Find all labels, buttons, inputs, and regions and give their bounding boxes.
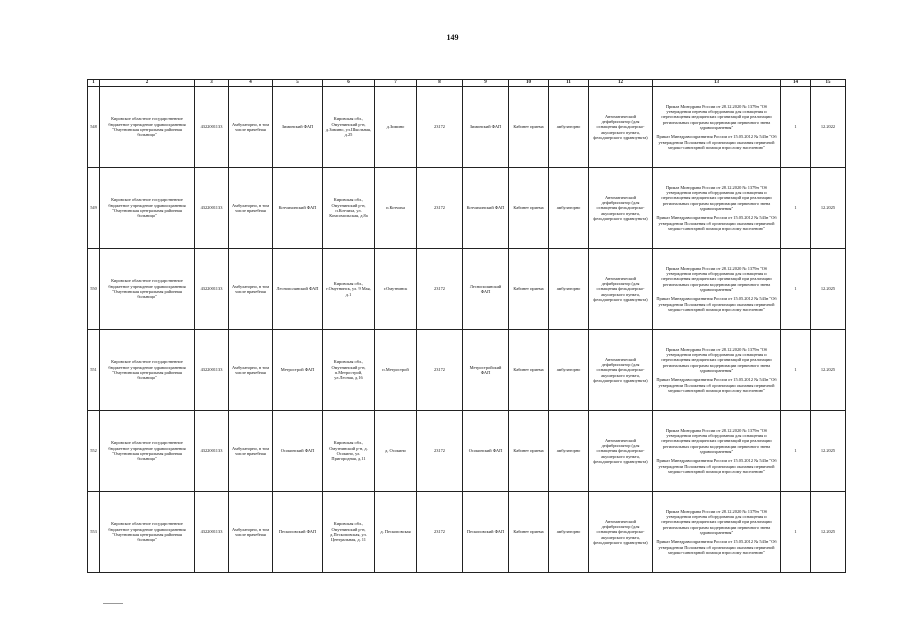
regulation-order-1: Приказ Минздрава России от 28.12.2020 № 1379н "Об утверждении перечня оборудования для оснащения и переоснащения медицинских организаций при реализации региональных программ модернизации первичного звена здравоохранения" xyxy=(661,265,772,293)
inn-cell: 4322001133 xyxy=(195,249,229,330)
row-number: 549 xyxy=(88,168,100,249)
equipment-cell: Автоматический дефибриллятор (для оснащения фельдшерско-акушерского пункта, фельдшерского здравпункта) xyxy=(589,492,653,573)
unit-name: Леснополянский ФАП xyxy=(273,249,323,330)
unit-name: Пескоповский ФАП xyxy=(273,492,323,573)
column-header: 15 xyxy=(811,80,846,87)
equipment-cell: Автоматический дефибриллятор (для оснащения фельдшерско-акушерского пункта, фельдшерского здравпункта) xyxy=(589,87,653,168)
address-cell: Кировская обл., Омутнинский р-н, д. Осокино, ул. Пригородная, д.11 xyxy=(323,411,375,492)
mode-cell: амбулаторно xyxy=(549,87,589,168)
regulation-cell xyxy=(653,249,781,330)
row-number: 550 xyxy=(88,249,100,330)
unit-name-2: Пескоповский ФАП xyxy=(463,492,509,573)
regulation-cell xyxy=(653,168,781,249)
page-number: 149 xyxy=(446,33,459,42)
code-cell: 23172 xyxy=(417,249,463,330)
column-header: 7 xyxy=(375,80,417,87)
care-type: Амбулаторно, в том числе врачебная xyxy=(229,168,273,249)
regulation-order-2: Приказ Минздравсоцразвития России от 15.05.2012 № 543н "Об утверждении Положения об организации оказания первичной медико-санитарной помощи взрослому населению" xyxy=(656,215,777,232)
care-type: Амбулаторно, в том числе врачебная xyxy=(229,411,273,492)
column-header: 13 xyxy=(653,80,781,87)
column-header: 8 xyxy=(417,80,463,87)
unit-name-2: Метростройский ФАП xyxy=(463,330,509,411)
care-type: Амбулаторно, в том числе врачебная xyxy=(229,249,273,330)
organization-name: Кировское областное государственное бюджетное учреждение здравоохранения "Омутнинская центральная районная больница" xyxy=(100,492,195,573)
room-cell: Кабинет приема xyxy=(509,330,549,411)
quantity-cell: 1 xyxy=(781,411,811,492)
regulation-order-2: Приказ Минздравсоцразвития России от 15.05.2012 № 543н "Об утверждении Положения об организации оказания первичной медико-санитарной помощи взрослому населению" xyxy=(656,458,777,475)
table-row xyxy=(88,411,846,492)
quantity-cell: 1 xyxy=(781,168,811,249)
regulation-order-1: Приказ Минздрава России от 28.12.2020 № 1379н "Об утверждении перечня оборудования для оснащения и переоснащения медицинских организаций при реализации региональных программ модернизации первичного звена здравоохранения" xyxy=(661,346,772,374)
code-cell: 23172 xyxy=(417,411,463,492)
mode-cell: амбулаторно xyxy=(549,492,589,573)
organization-name: Кировское областное государственное бюджетное учреждение здравоохранения "Омутнинская центральная районная больница" xyxy=(100,249,195,330)
equipment-cell: Автоматический дефибриллятор (для оснащения фельдшерско-акушерского пункта, фельдшерского здравпункта) xyxy=(589,411,653,492)
unit-name-2: Котчихинский ФАП xyxy=(463,168,509,249)
address-cell: Кировская обл., Омутнинский р-н, п.Метрострой, ул.Лесная, д.16 xyxy=(323,330,375,411)
column-header: 5 xyxy=(273,80,323,87)
unit-name-2: Осокинский ФАП xyxy=(463,411,509,492)
regulation-order-2: Приказ Минздравсоцразвития России от 15.05.2012 № 543н "Об утверждении Положения об организации оказания первичной медико-санитарной помощи взрослому населению" xyxy=(656,296,777,313)
regulation-order-2: Приказ Минздравсоцразвития России от 15.05.2012 № 543н "Об утверждении Положения об организации оказания первичной медико-санитарной помощи взрослому населению" xyxy=(656,539,777,556)
column-header: 3 xyxy=(195,80,229,87)
regulation-cell xyxy=(653,330,781,411)
equipment-register-table xyxy=(87,79,846,573)
mode-cell: амбулаторно xyxy=(549,249,589,330)
equipment-cell: Автоматический дефибриллятор (для оснащения фельдшерско-акушерского пункта, фельдшерского здравпункта) xyxy=(589,249,653,330)
regulation-order-2: Приказ Минздравсоцразвития России от 15.05.2012 № 543н "Об утверждении Положения об организации оказания первичной медико-санитарной помощи взрослому населению" xyxy=(656,377,777,394)
code-cell: 23172 xyxy=(417,87,463,168)
quantity-cell: 1 xyxy=(781,492,811,573)
footnote-rule xyxy=(103,603,123,604)
locality-cell: г.Омутнинск xyxy=(375,249,417,330)
inn-cell: 4322001133 xyxy=(195,330,229,411)
quantity-cell: 1 xyxy=(781,249,811,330)
column-header: 9 xyxy=(463,80,509,87)
inn-cell: 4322001133 xyxy=(195,492,229,573)
equipment-cell: Автоматический дефибриллятор (для оснащения фельдшерско-акушерского пункта, фельдшерского здравпункта) xyxy=(589,168,653,249)
column-header: 4 xyxy=(229,80,273,87)
regulation-order-2: Приказ Минздравсоцразвития России от 15.05.2012 № 543н "Об утверждении Положения об организации оказания первичной медико-санитарной помощи взрослому населению" xyxy=(656,134,777,151)
inn-cell: 4322001133 xyxy=(195,411,229,492)
mode-cell: амбулаторно xyxy=(549,411,589,492)
regulation-order-1: Приказ Минздрава России от 28.12.2020 № 1379н "Об утверждении перечня оборудования для оснащения и переоснащения медицинских организаций при реализации региональных программ модернизации первичного звена здравоохранения" xyxy=(661,103,772,131)
address-cell: Кировская обл., Омутнинский р-н, д.Пескоповская, ул. Центральная, д. 11 xyxy=(323,492,375,573)
regulation-order-1: Приказ Минздрава России от 28.12.2020 № 1379н "Об утверждении перечня оборудования для оснащения и переоснащения медицинских организаций при реализации региональных программ модернизации первичного звена здравоохранения" xyxy=(661,427,772,455)
inn-cell: 4322001133 xyxy=(195,87,229,168)
date-cell: 12.2025 xyxy=(811,411,846,492)
address-cell: Кировская обл., г.Омутнинск, ул. 9 Мая, д.1 xyxy=(323,249,375,330)
regulation-order-1: Приказ Минздрава России от 28.12.2020 № 1379н "Об утверждении перечня оборудования для оснащения и переоснащения медицинских организаций при реализации региональных программ модернизации первичного звена здравоохранения" xyxy=(661,184,772,212)
organization-name: Кировское областное государственное бюджетное учреждение здравоохранения "Омутнинская центральная районная больница" xyxy=(100,411,195,492)
row-number: 552 xyxy=(88,411,100,492)
locality-cell: д. Осокино xyxy=(375,411,417,492)
regulation-order-1: Приказ Минздрава России от 28.12.2020 № 1379н "Об утверждении перечня оборудования для оснащения и переоснащения медицинских организаций при реализации региональных программ модернизации первичного звена здравоохранения" xyxy=(661,508,772,536)
room-cell: Кабинет приема xyxy=(509,168,549,249)
locality-cell: п.Котчиха xyxy=(375,168,417,249)
quantity-cell: 1 xyxy=(781,87,811,168)
organization-name: Кировское областное государственное бюджетное учреждение здравоохранения "Омутнинская центральная районная больница" xyxy=(100,87,195,168)
mode-cell: амбулаторно xyxy=(549,330,589,411)
locality-cell: д. Пескоповская xyxy=(375,492,417,573)
code-cell: 23172 xyxy=(417,492,463,573)
code-cell: 23172 xyxy=(417,330,463,411)
regulation-cell xyxy=(653,492,781,573)
date-cell: 12.2025 xyxy=(811,168,846,249)
column-header: 10 xyxy=(509,80,549,87)
room-cell: Кабинет приема xyxy=(509,249,549,330)
table-row xyxy=(88,492,846,573)
column-header: 1 xyxy=(88,80,100,87)
care-type: Амбулаторно, в том числе врачебная xyxy=(229,87,273,168)
quantity-cell: 1 xyxy=(781,330,811,411)
date-cell: 12.2025 xyxy=(811,330,846,411)
address-cell: Кировская обл., Омутнинский р-н, д.Зимино, ул.Школьная, д.25 xyxy=(323,87,375,168)
locality-cell: п.Метрострой xyxy=(375,330,417,411)
room-cell: Кабинет приема xyxy=(509,411,549,492)
locality-cell: д.Зимино xyxy=(375,87,417,168)
code-cell: 23172 xyxy=(417,168,463,249)
care-type: Амбулаторно, в том числе врачебная xyxy=(229,492,273,573)
column-header: 2 xyxy=(100,80,195,87)
table-row xyxy=(88,330,846,411)
regulation-cell xyxy=(653,87,781,168)
room-cell: Кабинет приема xyxy=(509,87,549,168)
unit-name: Зиминский ФАП xyxy=(273,87,323,168)
address-cell: Кировская обл., Омутнинский р-н, п.Котчиха, ул. Комсомольская, д.8а xyxy=(323,168,375,249)
regulation-cell xyxy=(653,411,781,492)
mode-cell: амбулаторно xyxy=(549,168,589,249)
unit-name-2: Леснополянский ФАП xyxy=(463,249,509,330)
column-header: 6 xyxy=(323,80,375,87)
care-type: Амбулаторно, в том числе врачебная xyxy=(229,330,273,411)
organization-name: Кировское областное государственное бюджетное учреждение здравоохранения "Омутнинская центральная районная больница" xyxy=(100,168,195,249)
column-header: 11 xyxy=(549,80,589,87)
organization-name: Кировское областное государственное бюджетное учреждение здравоохранения "Омутнинская центральная районная больница" xyxy=(100,330,195,411)
date-cell: 12.2022 xyxy=(811,87,846,168)
table-row xyxy=(88,249,846,330)
equipment-cell: Автоматический дефибриллятор (для оснащения фельдшерско-акушерского пункта, фельдшерского здравпункта) xyxy=(589,330,653,411)
unit-name: Метрострой ФАП xyxy=(273,330,323,411)
room-cell: Кабинет приема xyxy=(509,492,549,573)
unit-name: Котчихинский ФАП xyxy=(273,168,323,249)
date-cell: 12.2025 xyxy=(811,492,846,573)
column-header: 12 xyxy=(589,80,653,87)
column-header: 14 xyxy=(781,80,811,87)
header-row xyxy=(88,80,846,87)
unit-name: Осокинский ФАП xyxy=(273,411,323,492)
date-cell: 12.2025 xyxy=(811,249,846,330)
row-number: 548 xyxy=(88,87,100,168)
row-number: 551 xyxy=(88,330,100,411)
row-number: 553 xyxy=(88,492,100,573)
table-row xyxy=(88,168,846,249)
unit-name-2: Зиминский ФАП xyxy=(463,87,509,168)
inn-cell: 4322001133 xyxy=(195,168,229,249)
table-row xyxy=(88,87,846,168)
